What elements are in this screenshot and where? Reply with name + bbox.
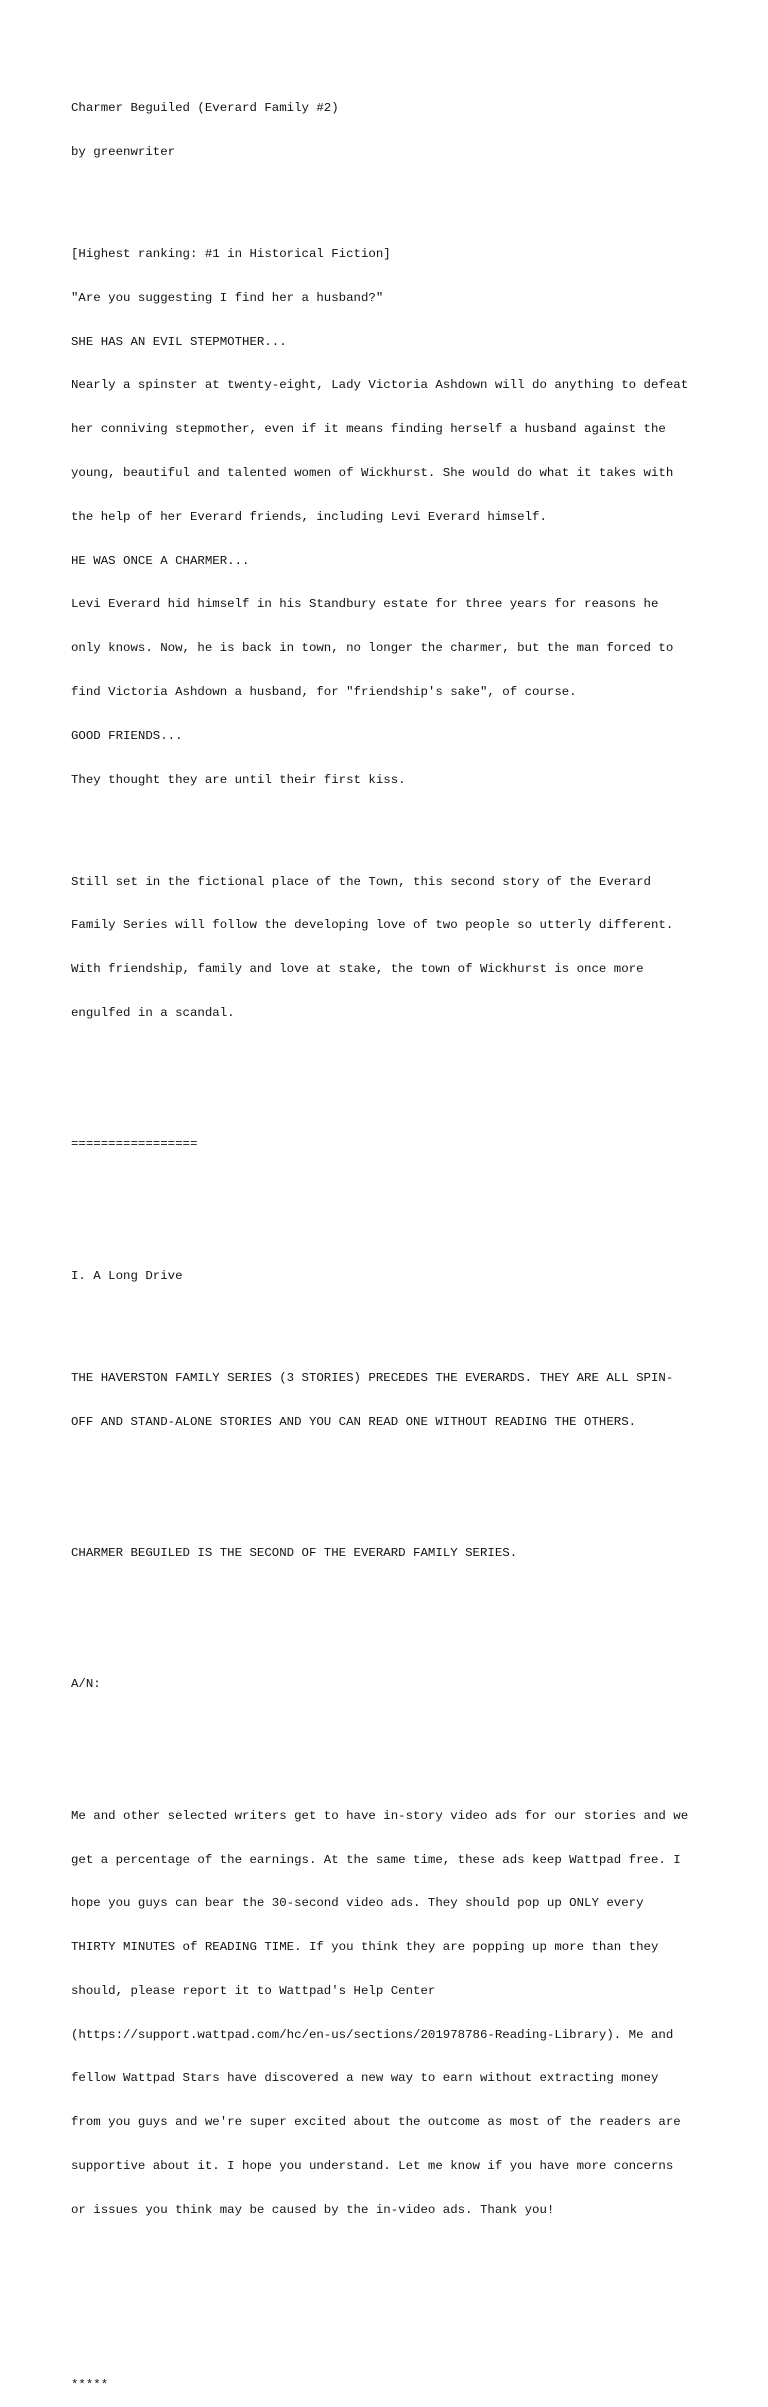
section-separator: =================	[71, 1137, 198, 1152]
author-note-line: fellow Wattpad Stars have discovered a new way to earn without extracting money	[71, 2071, 659, 2086]
blurb-line: the help of her Everard friends, including Levi Everard himself.	[71, 509, 547, 524]
document-author: by greenwriter	[71, 144, 176, 159]
blurb-paragraph-line: With friendship, family and love at stake, the town of Wickhurst is once more	[71, 962, 644, 977]
blurb-line: Nearly a spinster at twenty-eight, Lady Victoria Ashdown will do anything to defeat	[71, 378, 689, 393]
author-note-line: (https://support.wattpad.com/hc/en-us/sections/201978786-Reading-Library). Me and	[71, 2027, 674, 2042]
spacer	[71, 1458, 711, 1502]
author-note-line: THIRTY MINUTES of READING TIME. If you think they are popping up more than they	[71, 1940, 659, 1955]
author-note-line: Me and other selected writers get to have in-story video ads for our stories and we	[71, 1808, 689, 1823]
author-note-line: supportive about it. I hope you understand. Let me know if you have more concerns	[71, 2158, 674, 2173]
document-page	[71, 72, 711, 2407]
blurb-line: only knows. Now, he is back in town, no longer the charmer, but the man forced to	[71, 641, 674, 656]
series-order-note: CHARMER BEGUILED IS THE SECOND OF THE EVERARD FAMILY SERIES.	[71, 1546, 518, 1561]
blurb-line: young, beautiful and talented women of Wickhurst. She would do what it takes with	[71, 466, 674, 481]
spacer	[71, 1181, 711, 1225]
author-note-line: get a percentage of the earnings. At the same time, these ads keep Wattpad free. I	[71, 1852, 681, 1867]
author-note-line: from you guys and we're super excited about the outcome as most of the readers are	[71, 2115, 681, 2130]
spacer	[71, 816, 711, 831]
series-note-line: THE HAVERSTON FAMILY SERIES (3 STORIES) PRECEDES THE EVERARDS. THEY ARE ALL SPIN-	[71, 1370, 674, 1385]
blurb-line: her conniving stepmother, even if it means finding herself a husband against the	[71, 422, 666, 437]
blurb-line: find Victoria Ashdown a husband, for "friendship's sake", of course.	[71, 684, 577, 699]
spacer	[71, 1313, 711, 1328]
spacer	[71, 1590, 711, 1634]
spacer	[71, 1721, 711, 1765]
blurb-line: GOOD FRIENDS...	[71, 728, 183, 743]
spacer	[71, 2247, 711, 2291]
blurb-line: They thought they are until their first kiss.	[71, 772, 406, 787]
document-title: Charmer Beguiled (Everard Family #2)	[71, 101, 339, 116]
author-note-line: should, please report it to Wattpad's Help Center	[71, 1983, 436, 1998]
blurb-line: [Highest ranking: #1 in Historical Fiction]	[71, 247, 391, 262]
spacer	[71, 1050, 711, 1094]
chapter-heading: I. A Long Drive	[71, 1268, 183, 1283]
blurb-paragraph-line: Still set in the fictional place of the Town, this second story of the Everard	[71, 874, 651, 889]
spacer	[71, 189, 711, 204]
author-note-label: A/N:	[71, 1677, 101, 1692]
blurb-paragraph-line: Family Series will follow the developing love of two people so utterly different.	[71, 918, 674, 933]
author-note-line: or issues you think may be caused by the in-video ads. Thank you!	[71, 2202, 555, 2217]
blurb-line: "Are you suggesting I find her a husband?"	[71, 290, 384, 305]
author-note-line: hope you guys can bear the 30-second video ads. They should pop up ONLY every	[71, 1896, 644, 1911]
series-note-line: OFF AND STAND-ALONE STORIES AND YOU CAN READ ONE WITHOUT READING THE OTHERS.	[71, 1414, 637, 1429]
blurb-line: SHE HAS AN EVIL STEPMOTHER...	[71, 334, 287, 349]
scene-break: *****	[71, 2377, 109, 2392]
blurb-line: Levi Everard hid himself in his Standbury estate for three years for reasons he	[71, 597, 659, 612]
blurb-line: HE WAS ONCE A CHARMER...	[71, 553, 250, 568]
blurb-paragraph-line: engulfed in a scandal.	[71, 1006, 235, 1020]
spacer	[71, 2320, 711, 2335]
